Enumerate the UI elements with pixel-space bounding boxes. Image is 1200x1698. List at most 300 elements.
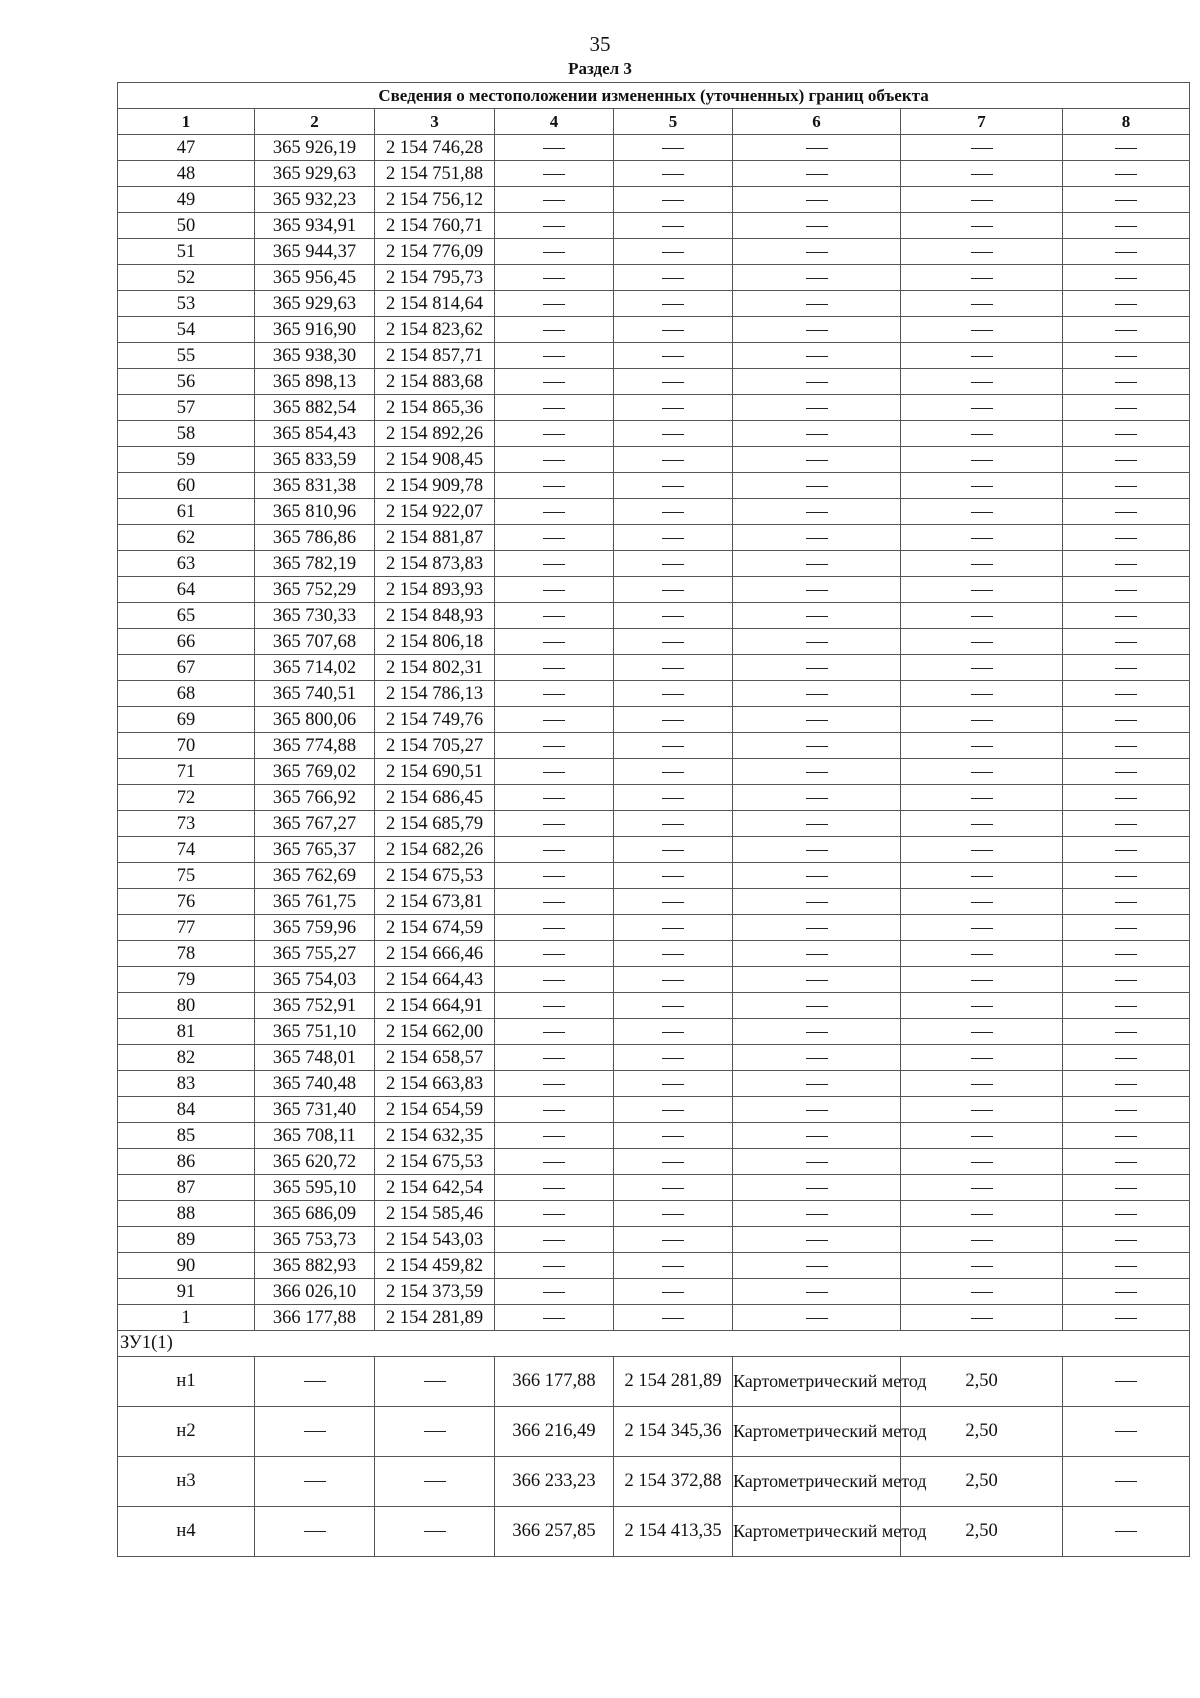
- empty-cell: [733, 213, 901, 239]
- table-row: [118, 395, 1190, 421]
- dash-mark: [971, 876, 993, 877]
- table-row: [118, 1019, 1190, 1045]
- empty-cell: [1063, 291, 1190, 317]
- dash-mark: [971, 382, 993, 383]
- existing-points-rows: [118, 135, 1190, 1331]
- empty-cell: [614, 941, 733, 967]
- dash-mark: [971, 1162, 993, 1163]
- dash-mark: [1115, 564, 1137, 565]
- empty-cell: [614, 161, 733, 187]
- empty-cell: [614, 1253, 733, 1279]
- empty-cell: [614, 1175, 733, 1201]
- coordinate-y: 2 154 690,51: [375, 759, 495, 785]
- dash-mark: [543, 1318, 565, 1319]
- empty-cell: [495, 265, 614, 291]
- dash-mark: [1115, 1531, 1137, 1532]
- empty-cell: [495, 993, 614, 1019]
- dash-mark: [806, 278, 828, 279]
- dash-mark: [1115, 616, 1137, 617]
- dash-mark: [543, 902, 565, 903]
- dash-mark: [662, 1136, 684, 1137]
- empty-cell: [901, 629, 1063, 655]
- table-row: [118, 473, 1190, 499]
- empty-cell: [495, 239, 614, 265]
- coordinate-x: 365 929,63: [255, 161, 375, 187]
- table-row: [118, 837, 1190, 863]
- dash-mark: [971, 798, 993, 799]
- dash-mark: [543, 434, 565, 435]
- accuracy: 2,50: [901, 1357, 1063, 1407]
- coordinate-y: 2 154 685,79: [375, 811, 495, 837]
- coordinate-y: 2 154 776,09: [375, 239, 495, 265]
- page-number: 35: [589, 32, 611, 56]
- point-number: 69: [118, 707, 255, 733]
- empty-cell: [733, 863, 901, 889]
- empty-cell: [495, 681, 614, 707]
- dash-mark: [543, 226, 565, 227]
- empty-cell: [733, 1071, 901, 1097]
- empty-cell: [733, 1149, 901, 1175]
- coordinate-x: 366 233,23: [495, 1457, 614, 1507]
- coordinate-x: 365 759,96: [255, 915, 375, 941]
- empty-cell: [901, 135, 1063, 161]
- table-row: [118, 1357, 1190, 1407]
- dash-mark: [662, 928, 684, 929]
- point-number: 88: [118, 1201, 255, 1227]
- coordinate-x: 366 026,10: [255, 1279, 375, 1305]
- table-row: [118, 1045, 1190, 1071]
- empty-cell: [495, 1097, 614, 1123]
- dash-mark: [971, 1006, 993, 1007]
- dash-mark: [1115, 460, 1137, 461]
- dash-mark: [806, 174, 828, 175]
- coordinate-y: 2 154 756,12: [375, 187, 495, 213]
- method: Картометрический метод: [733, 1407, 901, 1457]
- dash-mark: [1115, 928, 1137, 929]
- dash-mark: [1115, 720, 1137, 721]
- dash-mark: [1115, 1058, 1137, 1059]
- dash-mark: [1115, 1032, 1137, 1033]
- coordinate-x: 365 761,75: [255, 889, 375, 915]
- dash-mark: [971, 1058, 993, 1059]
- coordinate-x: 365 714,02: [255, 655, 375, 681]
- empty-cell: [901, 369, 1063, 395]
- coordinate-y: 2 154 881,87: [375, 525, 495, 551]
- dash-mark: [1115, 1431, 1137, 1432]
- coordinate-x: 365 769,02: [255, 759, 375, 785]
- dash-mark: [424, 1431, 446, 1432]
- column-number: 6: [733, 109, 901, 135]
- dash-mark: [806, 1006, 828, 1007]
- point-number: 57: [118, 395, 255, 421]
- dash-mark: [662, 1110, 684, 1111]
- empty-cell: [495, 1305, 614, 1331]
- empty-cell: [1063, 967, 1190, 993]
- empty-cell: [614, 837, 733, 863]
- dash-mark: [971, 252, 993, 253]
- table-row: [118, 1227, 1190, 1253]
- empty-cell: [614, 525, 733, 551]
- dash-mark: [1115, 824, 1137, 825]
- dash-mark: [806, 902, 828, 903]
- empty-cell: [1063, 187, 1190, 213]
- empty-cell: [495, 1045, 614, 1071]
- point-number: 91: [118, 1279, 255, 1305]
- empty-cell: [901, 889, 1063, 915]
- empty-cell: [901, 213, 1063, 239]
- empty-cell: [1063, 1149, 1190, 1175]
- point-number: 58: [118, 421, 255, 447]
- coordinate-y: 2 154 662,00: [375, 1019, 495, 1045]
- empty-cell: [1063, 681, 1190, 707]
- dash-mark: [971, 200, 993, 201]
- empty-cell: [614, 1305, 733, 1331]
- empty-cell: [375, 1507, 495, 1557]
- empty-cell: [495, 629, 614, 655]
- empty-cell: [495, 1253, 614, 1279]
- dash-mark: [1115, 746, 1137, 747]
- empty-cell: [614, 629, 733, 655]
- empty-cell: [901, 1279, 1063, 1305]
- empty-cell: [495, 187, 614, 213]
- dash-mark: [806, 486, 828, 487]
- empty-cell: [1063, 1123, 1190, 1149]
- empty-cell: [1063, 343, 1190, 369]
- dash-mark: [971, 512, 993, 513]
- empty-cell: [1063, 577, 1190, 603]
- dash-mark: [1115, 408, 1137, 409]
- dash-mark: [971, 694, 993, 695]
- empty-cell: [901, 1253, 1063, 1279]
- table-row: [118, 525, 1190, 551]
- point-number: 60: [118, 473, 255, 499]
- empty-cell: [1063, 1019, 1190, 1045]
- table-row: [118, 1149, 1190, 1175]
- dash-mark: [1115, 434, 1137, 435]
- table-row: [118, 421, 1190, 447]
- empty-cell: [614, 421, 733, 447]
- empty-cell: [1063, 759, 1190, 785]
- dash-mark: [1115, 590, 1137, 591]
- coordinate-y: 2 154 908,45: [375, 447, 495, 473]
- dash-mark: [1115, 330, 1137, 331]
- empty-cell: [901, 1045, 1063, 1071]
- empty-cell: [614, 681, 733, 707]
- coordinate-x: 365 831,38: [255, 473, 375, 499]
- point-number: н2: [118, 1407, 255, 1457]
- table-row: [118, 1407, 1190, 1457]
- dash-mark: [662, 590, 684, 591]
- table-row: [118, 655, 1190, 681]
- table-row: [118, 1253, 1190, 1279]
- dash-mark: [662, 356, 684, 357]
- accuracy: 2,50: [901, 1507, 1063, 1557]
- point-number: 71: [118, 759, 255, 785]
- empty-cell: [1063, 317, 1190, 343]
- dash-mark: [971, 226, 993, 227]
- empty-cell: [614, 811, 733, 837]
- dash-mark: [1115, 1136, 1137, 1137]
- empty-cell: [495, 525, 614, 551]
- empty-cell: [375, 1357, 495, 1407]
- dash-mark: [971, 1318, 993, 1319]
- dash-mark: [662, 1240, 684, 1241]
- dash-mark: [543, 382, 565, 383]
- empty-cell: [614, 213, 733, 239]
- table-row: [118, 1175, 1190, 1201]
- point-number: 65: [118, 603, 255, 629]
- dash-mark: [806, 148, 828, 149]
- point-number: 84: [118, 1097, 255, 1123]
- table-row: [118, 1507, 1190, 1557]
- coordinate-y: 2 154 909,78: [375, 473, 495, 499]
- coordinate-y: 2 154 543,03: [375, 1227, 495, 1253]
- dash-mark: [806, 824, 828, 825]
- dash-mark: [662, 1292, 684, 1293]
- dash-mark: [1115, 798, 1137, 799]
- empty-cell: [901, 1149, 1063, 1175]
- empty-cell: [614, 473, 733, 499]
- point-number: 47: [118, 135, 255, 161]
- section-title: Раздел 3: [568, 59, 632, 78]
- coordinate-x: 365 731,40: [255, 1097, 375, 1123]
- empty-cell: [901, 707, 1063, 733]
- dash-mark: [806, 668, 828, 669]
- method: Картометрический метод: [733, 1457, 901, 1507]
- empty-cell: [901, 941, 1063, 967]
- coordinate-x: 365 707,68: [255, 629, 375, 655]
- point-number: 89: [118, 1227, 255, 1253]
- coordinate-x: 365 916,90: [255, 317, 375, 343]
- empty-cell: [1063, 1357, 1190, 1407]
- dash-mark: [662, 616, 684, 617]
- dash-mark: [806, 1214, 828, 1215]
- point-number: 82: [118, 1045, 255, 1071]
- table-row: [118, 733, 1190, 759]
- empty-cell: [901, 863, 1063, 889]
- empty-cell: [901, 967, 1063, 993]
- coordinate-x: 366 257,85: [495, 1507, 614, 1557]
- point-number: 70: [118, 733, 255, 759]
- dash-mark: [424, 1481, 446, 1482]
- coordinate-x: 365 752,91: [255, 993, 375, 1019]
- dash-mark: [806, 1136, 828, 1137]
- dash-mark: [543, 1292, 565, 1293]
- empty-cell: [901, 577, 1063, 603]
- dash-mark: [424, 1531, 446, 1532]
- dash-mark: [543, 772, 565, 773]
- empty-cell: [1063, 811, 1190, 837]
- point-number: 87: [118, 1175, 255, 1201]
- dash-mark: [1115, 304, 1137, 305]
- coordinate-y: 2 154 632,35: [375, 1123, 495, 1149]
- dash-mark: [1115, 954, 1137, 955]
- empty-cell: [614, 1279, 733, 1305]
- dash-mark: [543, 408, 565, 409]
- empty-cell: [614, 915, 733, 941]
- dash-mark: [662, 902, 684, 903]
- dash-mark: [662, 954, 684, 955]
- dash-mark: [1115, 1381, 1137, 1382]
- empty-cell: [901, 785, 1063, 811]
- empty-cell: [733, 1201, 901, 1227]
- dash-mark: [662, 278, 684, 279]
- coordinate-y: 2 154 873,83: [375, 551, 495, 577]
- coordinate-x: 365 810,96: [255, 499, 375, 525]
- dash-mark: [543, 928, 565, 929]
- coordinate-y: 2 154 281,89: [614, 1357, 733, 1407]
- empty-cell: [1063, 1457, 1190, 1507]
- point-number: 61: [118, 499, 255, 525]
- dash-mark: [971, 642, 993, 643]
- empty-cell: [495, 759, 614, 785]
- dash-mark: [662, 174, 684, 175]
- coordinate-x: 366 216,49: [495, 1407, 614, 1457]
- dash-mark: [662, 148, 684, 149]
- dash-mark: [806, 616, 828, 617]
- empty-cell: [733, 967, 901, 993]
- empty-cell: [733, 1279, 901, 1305]
- dash-mark: [543, 148, 565, 149]
- empty-cell: [901, 1123, 1063, 1149]
- empty-cell: [1063, 863, 1190, 889]
- empty-cell: [614, 187, 733, 213]
- empty-cell: [901, 1097, 1063, 1123]
- dash-mark: [971, 408, 993, 409]
- coordinate-y: 2 154 746,28: [375, 135, 495, 161]
- dash-mark: [543, 564, 565, 565]
- empty-cell: [1063, 941, 1190, 967]
- empty-cell: [1063, 1407, 1190, 1457]
- dash-mark: [971, 486, 993, 487]
- dash-mark: [971, 1136, 993, 1137]
- dash-mark: [1115, 772, 1137, 773]
- point-number: 59: [118, 447, 255, 473]
- empty-cell: [901, 187, 1063, 213]
- point-number: 64: [118, 577, 255, 603]
- empty-cell: [614, 889, 733, 915]
- dash-mark: [1115, 486, 1137, 487]
- coordinate-y: 2 154 459,82: [375, 1253, 495, 1279]
- dash-mark: [543, 720, 565, 721]
- point-number: 86: [118, 1149, 255, 1175]
- empty-cell: [733, 603, 901, 629]
- table-row: [118, 369, 1190, 395]
- dash-mark: [1115, 512, 1137, 513]
- point-number: 77: [118, 915, 255, 941]
- dash-mark: [1115, 1006, 1137, 1007]
- dash-mark: [543, 668, 565, 669]
- empty-cell: [614, 707, 733, 733]
- dash-mark: [662, 200, 684, 201]
- empty-cell: [614, 1071, 733, 1097]
- point-number: 48: [118, 161, 255, 187]
- dash-mark: [1115, 356, 1137, 357]
- dash-mark: [543, 1266, 565, 1267]
- empty-cell: [1063, 135, 1190, 161]
- empty-cell: [495, 421, 614, 447]
- dash-mark: [662, 330, 684, 331]
- table-row: [118, 759, 1190, 785]
- empty-cell: [1063, 499, 1190, 525]
- empty-cell: [614, 733, 733, 759]
- dash-mark: [662, 1162, 684, 1163]
- column-number: 4: [495, 109, 614, 135]
- dash-mark: [1115, 278, 1137, 279]
- table-row: [118, 239, 1190, 265]
- coordinate-y: 2 154 663,83: [375, 1071, 495, 1097]
- dash-mark: [543, 1110, 565, 1111]
- dash-mark: [971, 278, 993, 279]
- empty-cell: [495, 499, 614, 525]
- empty-cell: [495, 473, 614, 499]
- dash-mark: [971, 590, 993, 591]
- empty-cell: [495, 707, 614, 733]
- empty-cell: [375, 1457, 495, 1507]
- table-row: [118, 863, 1190, 889]
- empty-cell: [901, 551, 1063, 577]
- dash-mark: [971, 616, 993, 617]
- dash-mark: [543, 980, 565, 981]
- dash-mark: [806, 928, 828, 929]
- empty-cell: [1063, 1227, 1190, 1253]
- empty-cell: [614, 1097, 733, 1123]
- empty-cell: [495, 135, 614, 161]
- dash-mark: [806, 1188, 828, 1189]
- coordinate-x: 365 926,19: [255, 135, 375, 161]
- coordinate-y: 2 154 585,46: [375, 1201, 495, 1227]
- dash-mark: [662, 434, 684, 435]
- dash-mark: [971, 1084, 993, 1085]
- empty-cell: [901, 733, 1063, 759]
- dash-mark: [806, 460, 828, 461]
- empty-cell: [495, 1071, 614, 1097]
- coordinate-y: 2 154 848,93: [375, 603, 495, 629]
- coordinate-x: 365 882,54: [255, 395, 375, 421]
- dash-mark: [543, 486, 565, 487]
- empty-cell: [733, 1175, 901, 1201]
- dash-mark: [806, 512, 828, 513]
- coordinate-y: 2 154 786,13: [375, 681, 495, 707]
- empty-cell: [901, 915, 1063, 941]
- empty-cell: [733, 889, 901, 915]
- dash-mark: [806, 434, 828, 435]
- empty-cell: [733, 551, 901, 577]
- coordinate-y: 2 154 686,45: [375, 785, 495, 811]
- empty-cell: [733, 785, 901, 811]
- dash-mark: [1115, 1110, 1137, 1111]
- dash-mark: [1115, 668, 1137, 669]
- empty-cell: [733, 291, 901, 317]
- dash-mark: [971, 148, 993, 149]
- coordinate-x: 365 708,11: [255, 1123, 375, 1149]
- dash-mark: [806, 1318, 828, 1319]
- dash-mark: [543, 174, 565, 175]
- dash-mark: [806, 1084, 828, 1085]
- dash-mark: [1115, 226, 1137, 227]
- dash-mark: [806, 252, 828, 253]
- empty-cell: [614, 265, 733, 291]
- coordinate-x: 365 854,43: [255, 421, 375, 447]
- dash-mark: [662, 226, 684, 227]
- empty-cell: [1063, 993, 1190, 1019]
- dash-mark: [971, 772, 993, 773]
- coordinate-y: 2 154 806,18: [375, 629, 495, 655]
- empty-cell: [495, 1227, 614, 1253]
- dash-mark: [806, 850, 828, 851]
- empty-cell: [495, 1279, 614, 1305]
- dash-mark: [543, 1006, 565, 1007]
